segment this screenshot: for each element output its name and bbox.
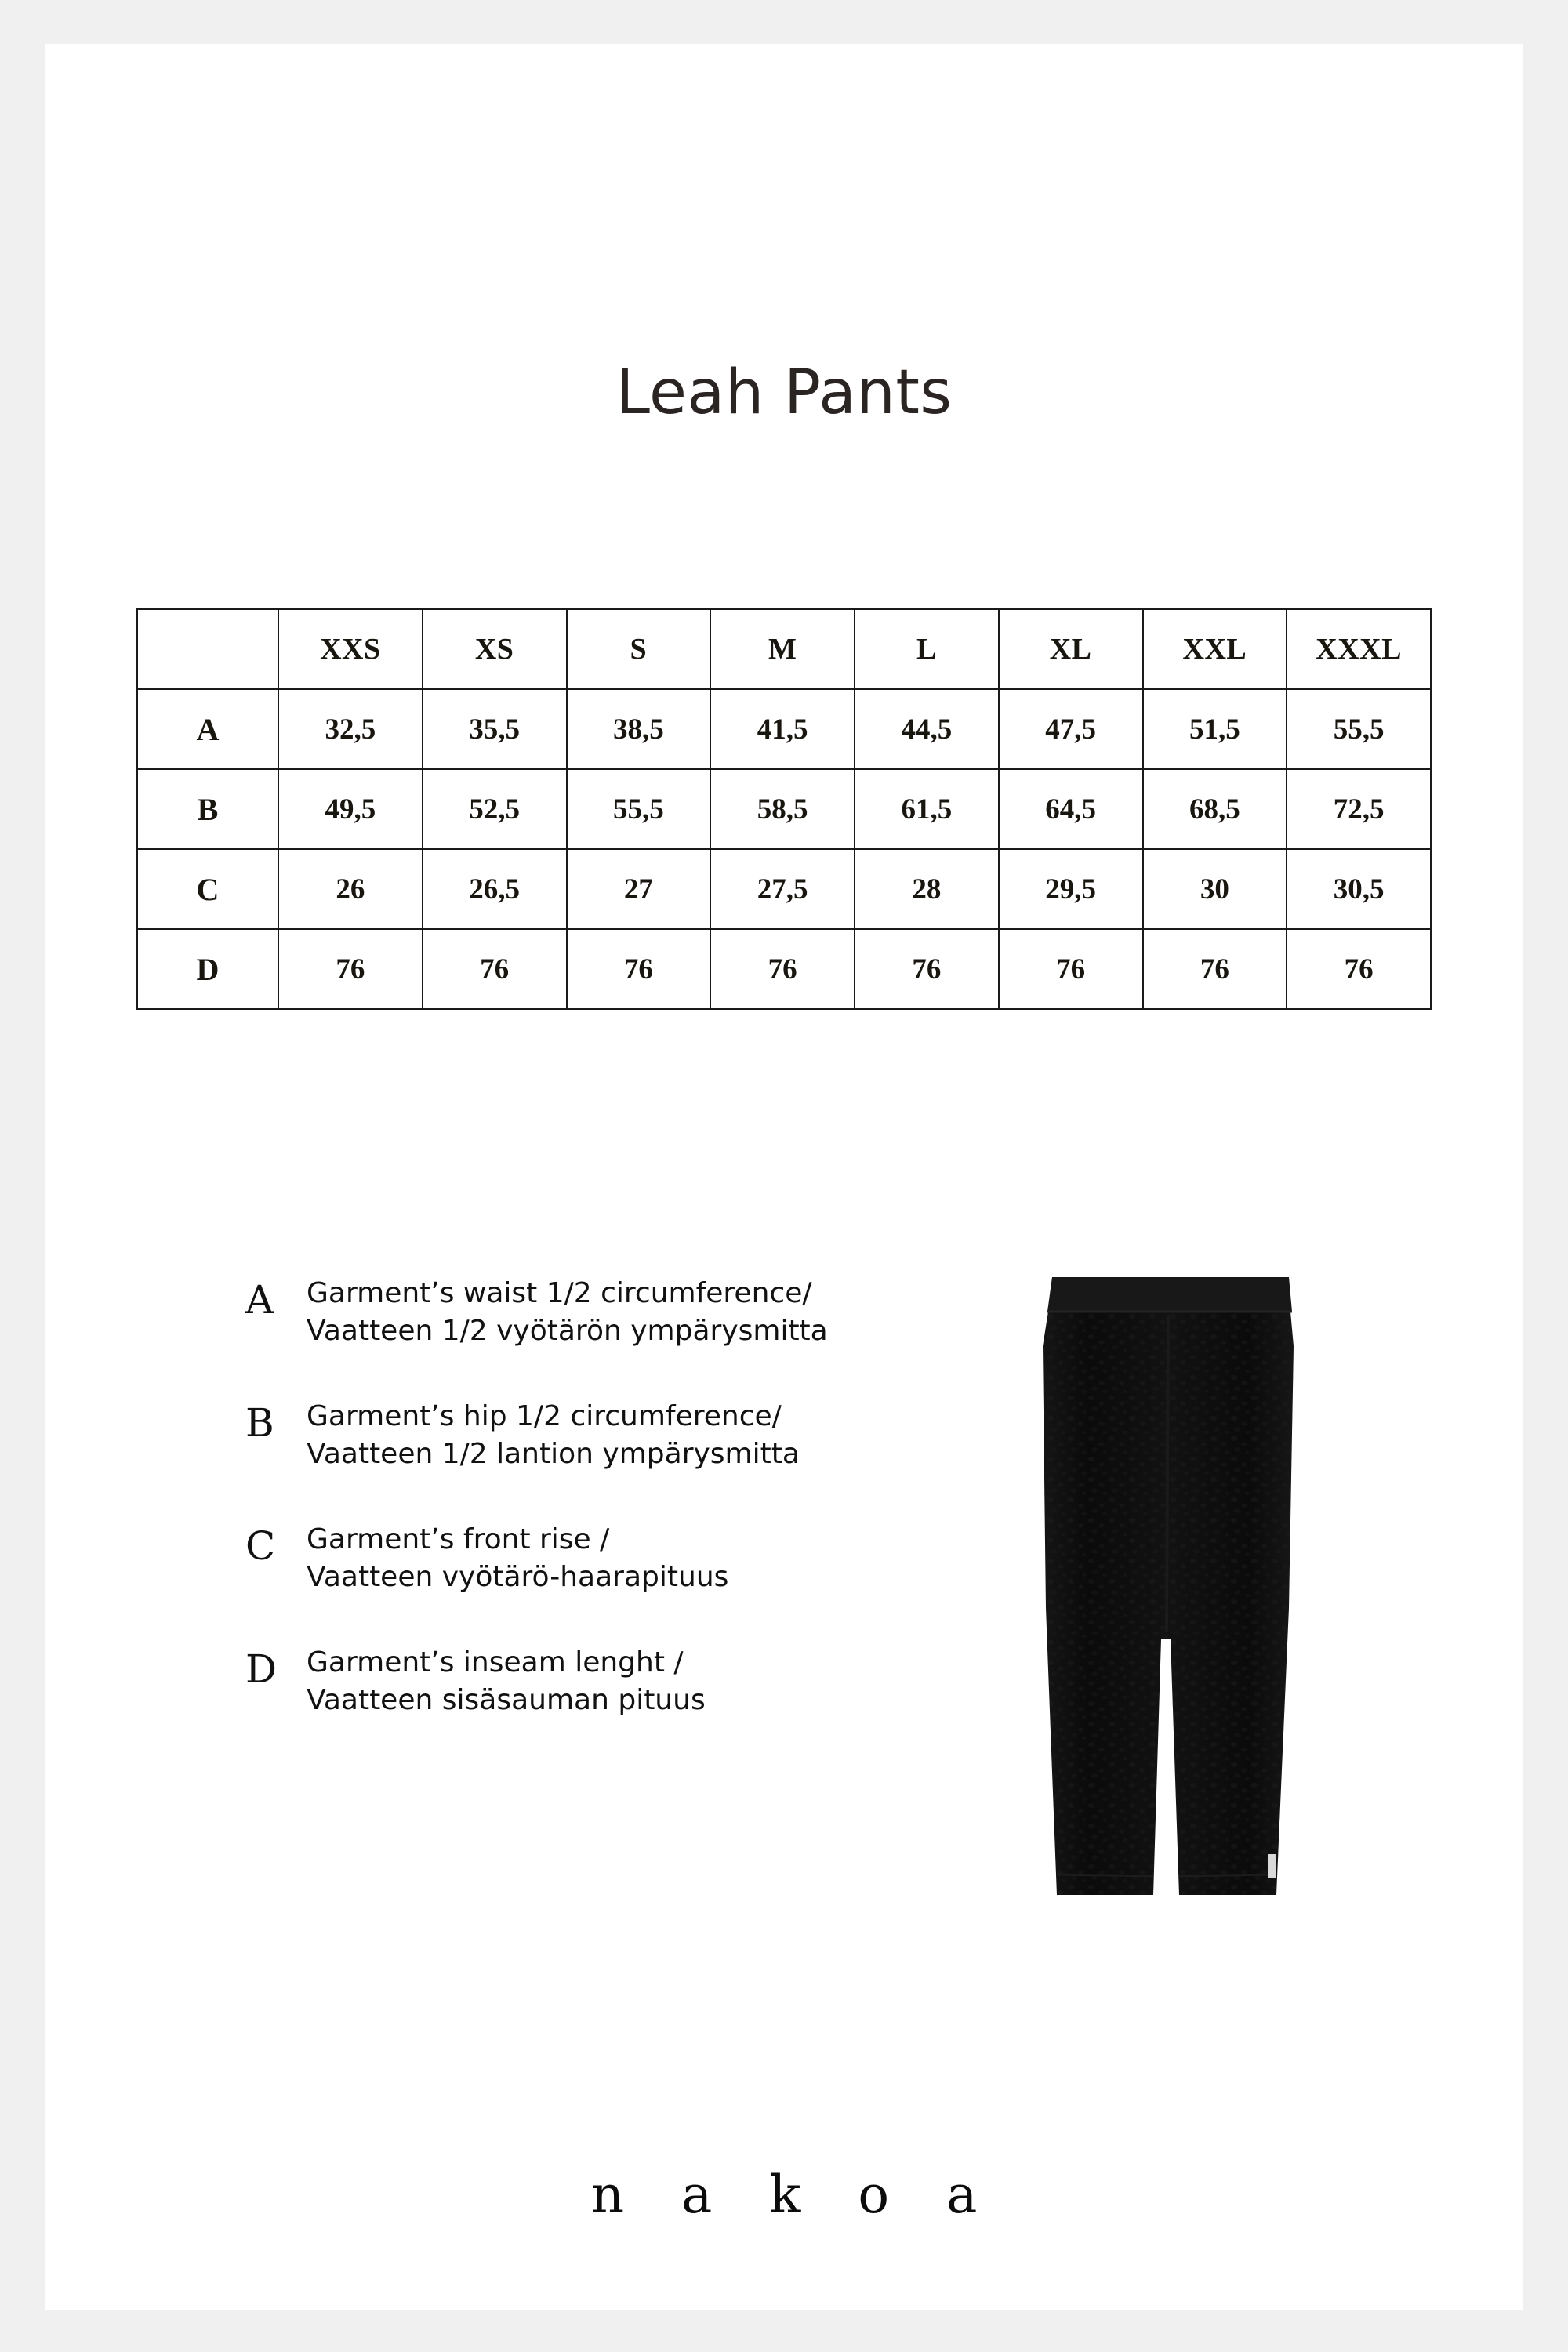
table-row (137, 849, 1431, 929)
measurement-value: 76 (423, 929, 567, 1009)
measurement-value: 26,5 (423, 849, 567, 929)
measurement-value: 52,5 (423, 769, 567, 849)
product-image-pants (1025, 1271, 1316, 1906)
measurement-value: 32,5 (278, 689, 423, 769)
measurement-value: 49,5 (278, 769, 423, 849)
legend-item-c (245, 1521, 873, 1595)
measurement-value: 68,5 (1143, 769, 1287, 849)
legend-description (307, 1275, 828, 1349)
pants-illustration (1025, 1271, 1316, 1906)
legend-description (307, 1521, 728, 1595)
table-row (137, 689, 1431, 769)
measurement-value: 55,5 (567, 769, 711, 849)
legend-description-fi: Vaatteen 1/2 vyötärön ympärysmitta (307, 1314, 828, 1347)
page-title: Leah Pants (615, 358, 953, 428)
measurement-value: 38,5 (567, 689, 711, 769)
measurement-value: 35,5 (423, 689, 567, 769)
size-header-xxl: XXL (1143, 609, 1287, 689)
measurement-value: 64,5 (999, 769, 1143, 849)
measurement-value: 30,5 (1287, 849, 1431, 929)
measurement-code-a: A (137, 689, 278, 769)
size-chart-body (137, 689, 1431, 1009)
measurement-value: 51,5 (1143, 689, 1287, 769)
brand-logo: n a k o a (590, 2165, 998, 2225)
size-chart-header (137, 609, 1431, 689)
measurement-value: 76 (999, 929, 1143, 1009)
size-header-m: M (710, 609, 855, 689)
measurement-value: 76 (1287, 929, 1431, 1009)
size-chart-table (136, 608, 1432, 1010)
table-row (137, 769, 1431, 849)
measurement-value: 27 (567, 849, 711, 929)
measurement-value: 29,5 (999, 849, 1143, 929)
measurement-value: 76 (1143, 929, 1287, 1009)
legend-description-en: Garment’s inseam lenght / (307, 1646, 684, 1679)
measurement-value: 41,5 (710, 689, 855, 769)
legend-letter: B (245, 1400, 274, 1446)
measurement-value: 30 (1143, 849, 1287, 929)
legend-description (307, 1398, 800, 1472)
measurement-value: 55,5 (1287, 689, 1431, 769)
legend-item-d (245, 1644, 873, 1719)
pants-waistband (1047, 1277, 1292, 1312)
measurement-value: 72,5 (1287, 769, 1431, 849)
size-chart (136, 608, 1432, 1010)
legend-letter: D (245, 1646, 278, 1693)
legend-description-en: Garment’s front rise / (307, 1523, 610, 1556)
legend-item-b (245, 1398, 873, 1472)
size-header-xl: XL (999, 609, 1143, 689)
legend-description-fi: Vaatteen 1/2 lantion ympärysmitta (307, 1437, 800, 1470)
center-front-seam (1167, 1315, 1168, 1632)
right-hem-line (1179, 1875, 1276, 1876)
measurement-value: 58,5 (710, 769, 855, 849)
legend-description-en: Garment’s waist 1/2 circumference/ (307, 1277, 812, 1309)
size-header-s: S (567, 609, 711, 689)
measurement-value: 61,5 (855, 769, 999, 849)
size-header-xs: XS (423, 609, 567, 689)
measurement-value: 44,5 (855, 689, 999, 769)
measurement-value: 47,5 (999, 689, 1143, 769)
document-page (45, 44, 1523, 2310)
legend-description-fi: Vaatteen vyötärö-haarapituus (307, 1560, 729, 1593)
legend-description-fi: Vaatteen sisäsauman pituus (307, 1683, 706, 1716)
table-row (137, 929, 1431, 1009)
measurement-code-d: D (137, 929, 278, 1009)
size-header-xxs: XXS (278, 609, 423, 689)
table-header-row (137, 609, 1431, 689)
measurement-value: 76 (710, 929, 855, 1009)
legend-description (307, 1644, 706, 1719)
table-corner-cell (137, 609, 278, 689)
left-hem-line (1057, 1875, 1153, 1876)
size-header-xxxl: XXXL (1287, 609, 1431, 689)
measurement-value: 76 (567, 929, 711, 1009)
hem-brand-tag (1268, 1854, 1276, 1878)
legend-letter: C (245, 1523, 276, 1570)
legend-item-a (245, 1275, 873, 1349)
measurement-value: 76 (855, 929, 999, 1009)
measurement-code-b: B (137, 769, 278, 849)
measurement-code-c: C (137, 849, 278, 929)
measurement-value: 28 (855, 849, 999, 929)
measurement-legend (245, 1275, 873, 1767)
measurement-value: 76 (278, 929, 423, 1009)
legend-letter: A (245, 1277, 274, 1323)
measurement-value: 27,5 (710, 849, 855, 929)
legend-description-en: Garment’s hip 1/2 circumference/ (307, 1400, 782, 1433)
size-header-l: L (855, 609, 999, 689)
measurement-value: 26 (278, 849, 423, 929)
